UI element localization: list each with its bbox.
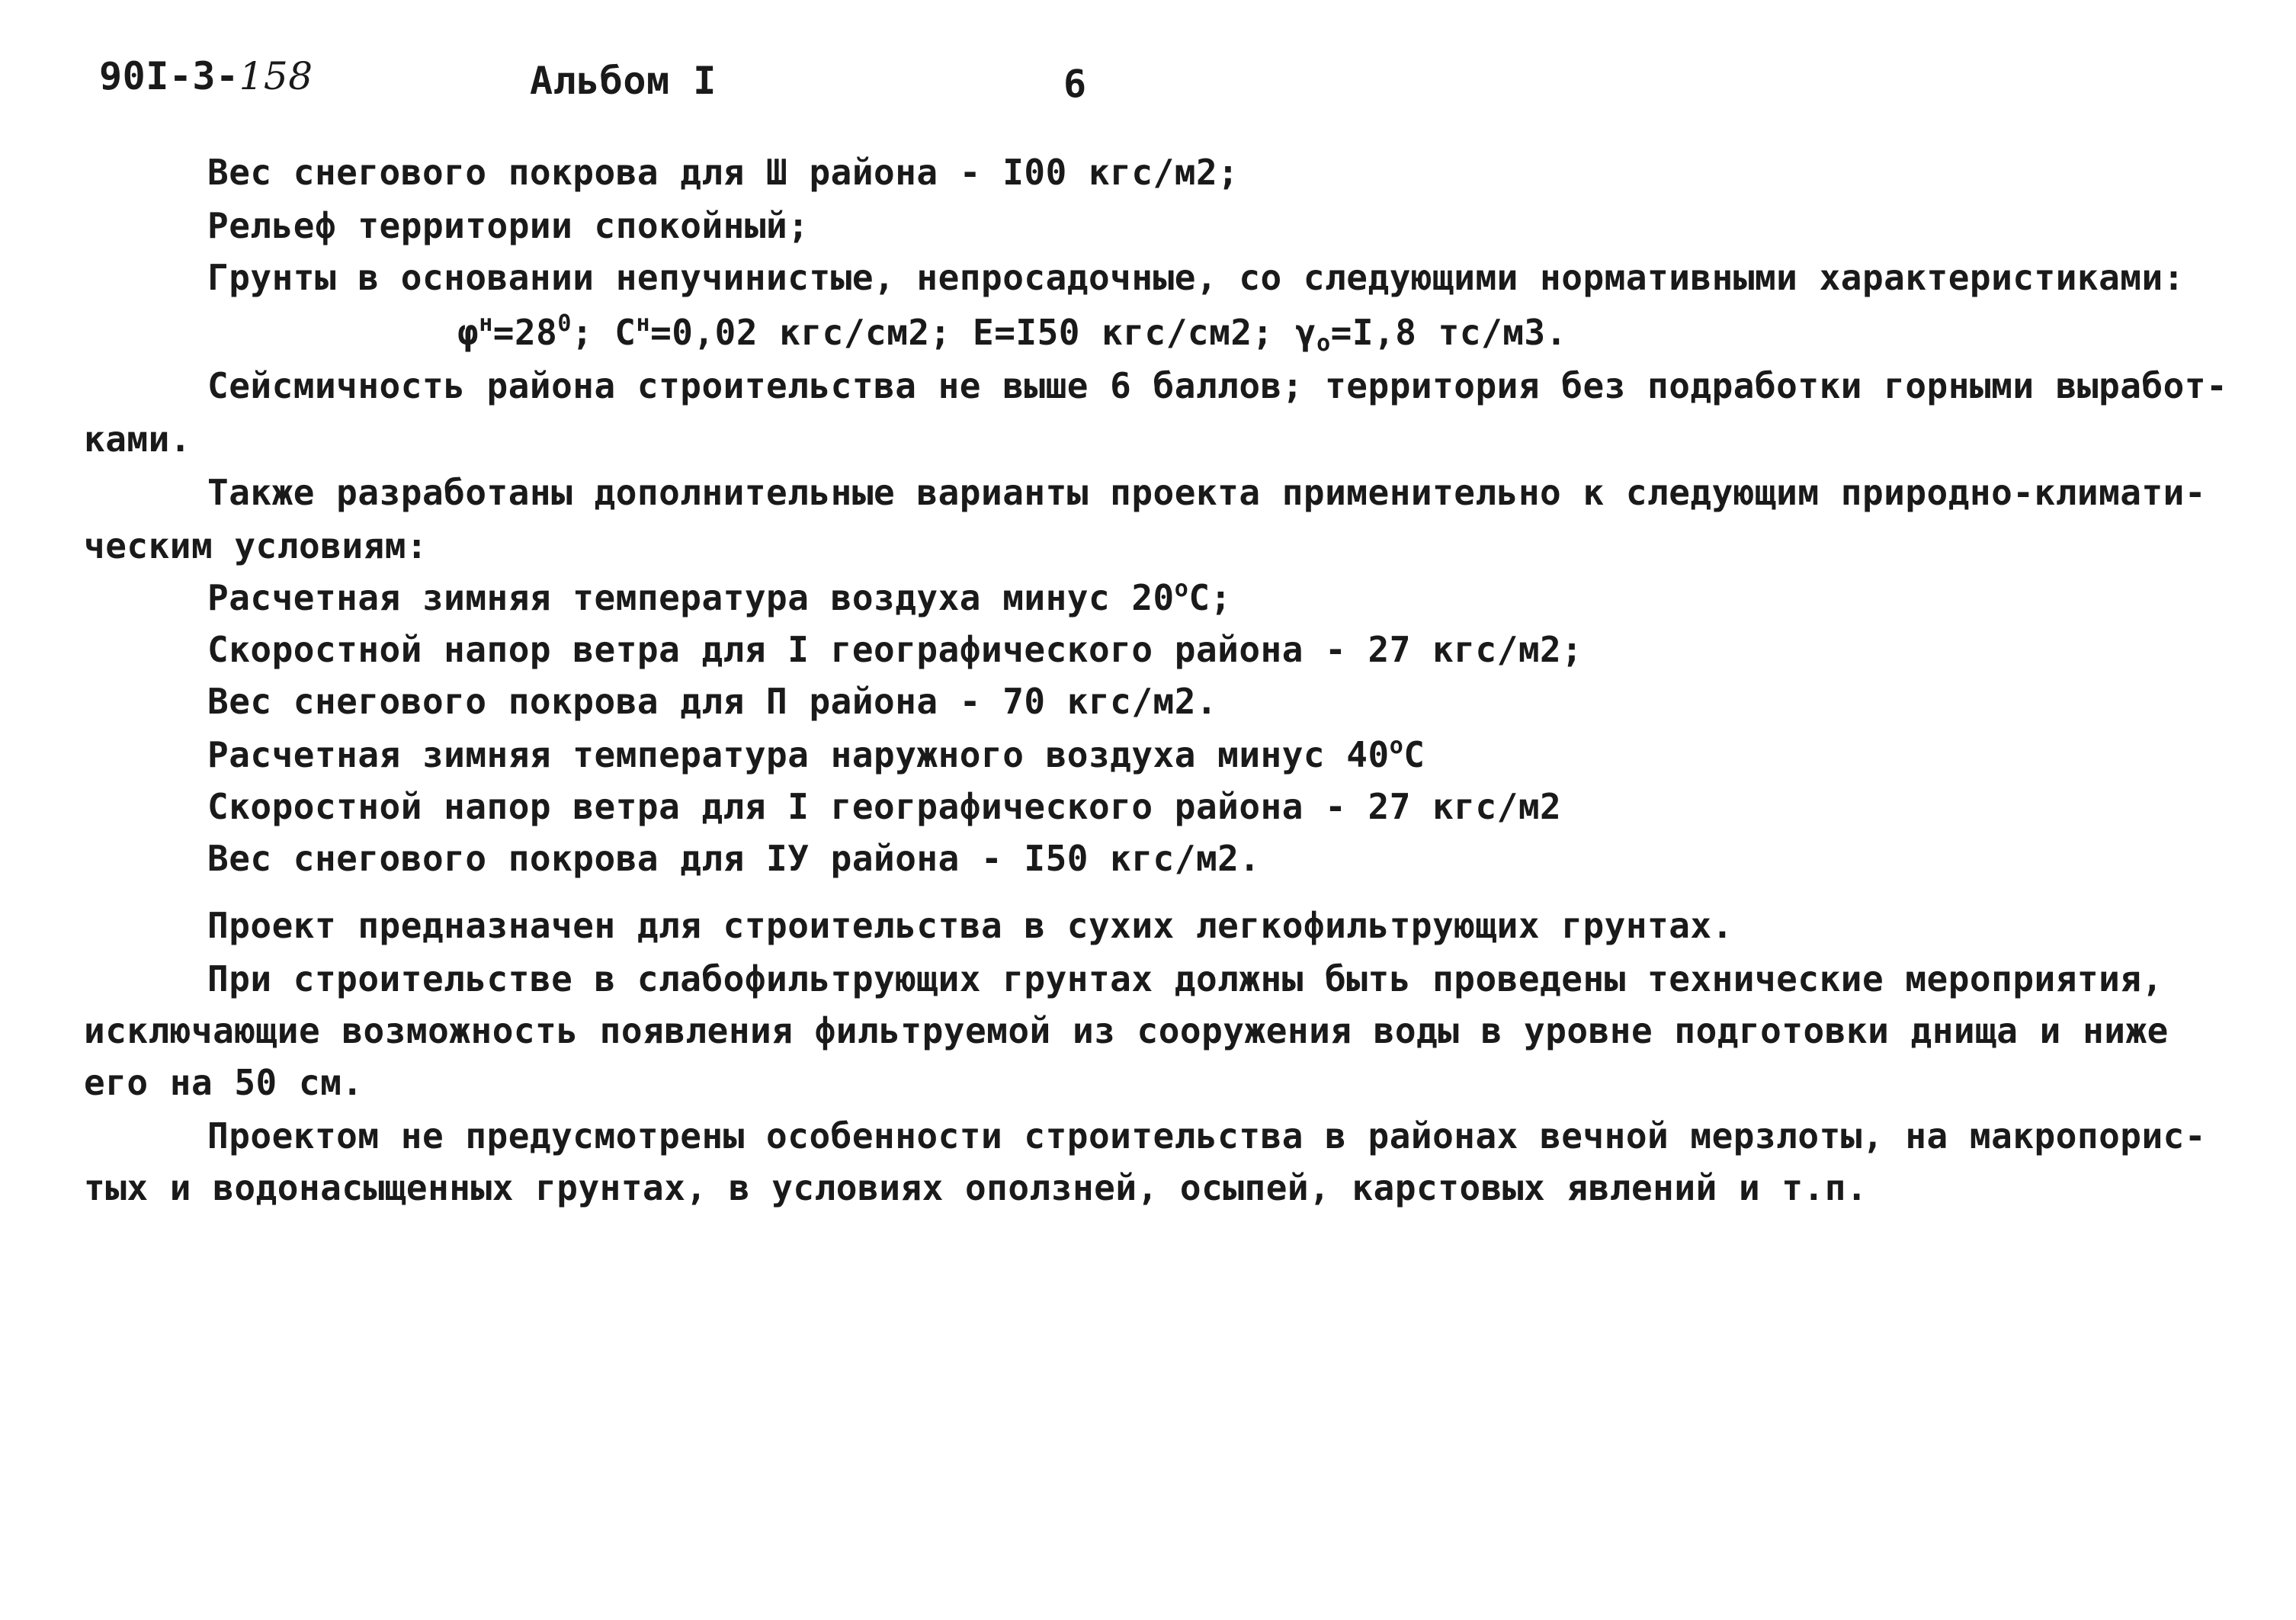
document-code [99,53,313,99]
line-12-degree: о [1389,733,1404,759]
text-line-1: Вес снегового покрова для Ш района - I00 кгс/м2; [207,152,1239,193]
text-line-18: его на 50 см. [84,1062,364,1103]
text-line-3: Грунты в основании непучинистые, непросадочные, со следующими нормативными характеристиками: [207,257,2185,298]
formula-phi-value: =28 [492,312,558,353]
album-label: Альбом I [530,59,717,103]
text-line-2: Рельеф территории спокойный; [207,205,810,246]
text-line-16: При строительстве в слабофильтрующих грунтах должны быть проведены технические мероприятия, [207,958,2163,999]
text-line-13: Скоростной напор ветра для I географического района - 27 кгс/м2 [207,786,1562,827]
text-line-19: Проектом не предусмотрены особенности строительства в районах вечной мерзлоты, на макропорис- [207,1115,2207,1156]
formula-gamma-sub: о [1316,330,1331,357]
formula-phi-sup: н [479,310,493,337]
line-9-unit: С; [1188,577,1232,618]
formula-gamma-value: =I,8 тс/м3. [1330,312,1567,353]
text-line-11: Вес снегового покрова для П района - 70 кгс/м2. [207,681,1218,722]
soil-formula-line [457,310,1567,355]
document-code-handwritten: 158 [239,54,313,98]
text-line-6: ками. [84,419,191,460]
text-line-12 [207,732,1425,778]
line-9-text: Расчетная зимняя температура воздуха минус 20 [207,577,1175,618]
line-9-degree: о [1174,576,1189,602]
page-number: 6 [1063,62,1087,106]
text-line-8: ческим условиям: [84,525,428,566]
formula-c: ; C [571,312,637,353]
line-12-text: Расчетная зимняя температура наружного воздуха минус 40 [207,734,1390,775]
text-line-15: Проект предназначен для строительства в сухих легкофильтрующих грунтах. [207,905,1733,946]
text-line-9 [207,575,1232,621]
formula-phi: φ [457,312,479,353]
text-line-20: тых и водонасыщенных грунтах, в условиях оползней, осыпей, карстовых явлений и т.п. [84,1167,1868,1208]
line-12-unit: С [1403,734,1425,775]
text-line-14: Вес снегового покрова для IУ района - I50 кгс/м2. [207,838,1261,879]
text-line-7: Также разработаны дополнительные варианты проекта применительно к следующим природно-климати- [207,472,2207,513]
formula-degree: 0 [557,310,572,337]
text-line-17: исключающие возможность появления фильтруемой из сооружения воды в уровне подготовки днища и ниже [84,1010,2169,1051]
formula-c-value: =0,02 кгс/см2; E=I50 кгс/см2; γ [650,312,1317,353]
formula-c-sup: н [636,310,651,337]
text-line-10: Скоростной напор ветра для I географического района - 27 кгс/м2; [207,629,1583,670]
text-line-5: Сейсмичность района строительства не выше 6 баллов; территория без подработки горными выработ- [207,365,2228,406]
document-code-prefix: 90I-3- [99,54,239,98]
